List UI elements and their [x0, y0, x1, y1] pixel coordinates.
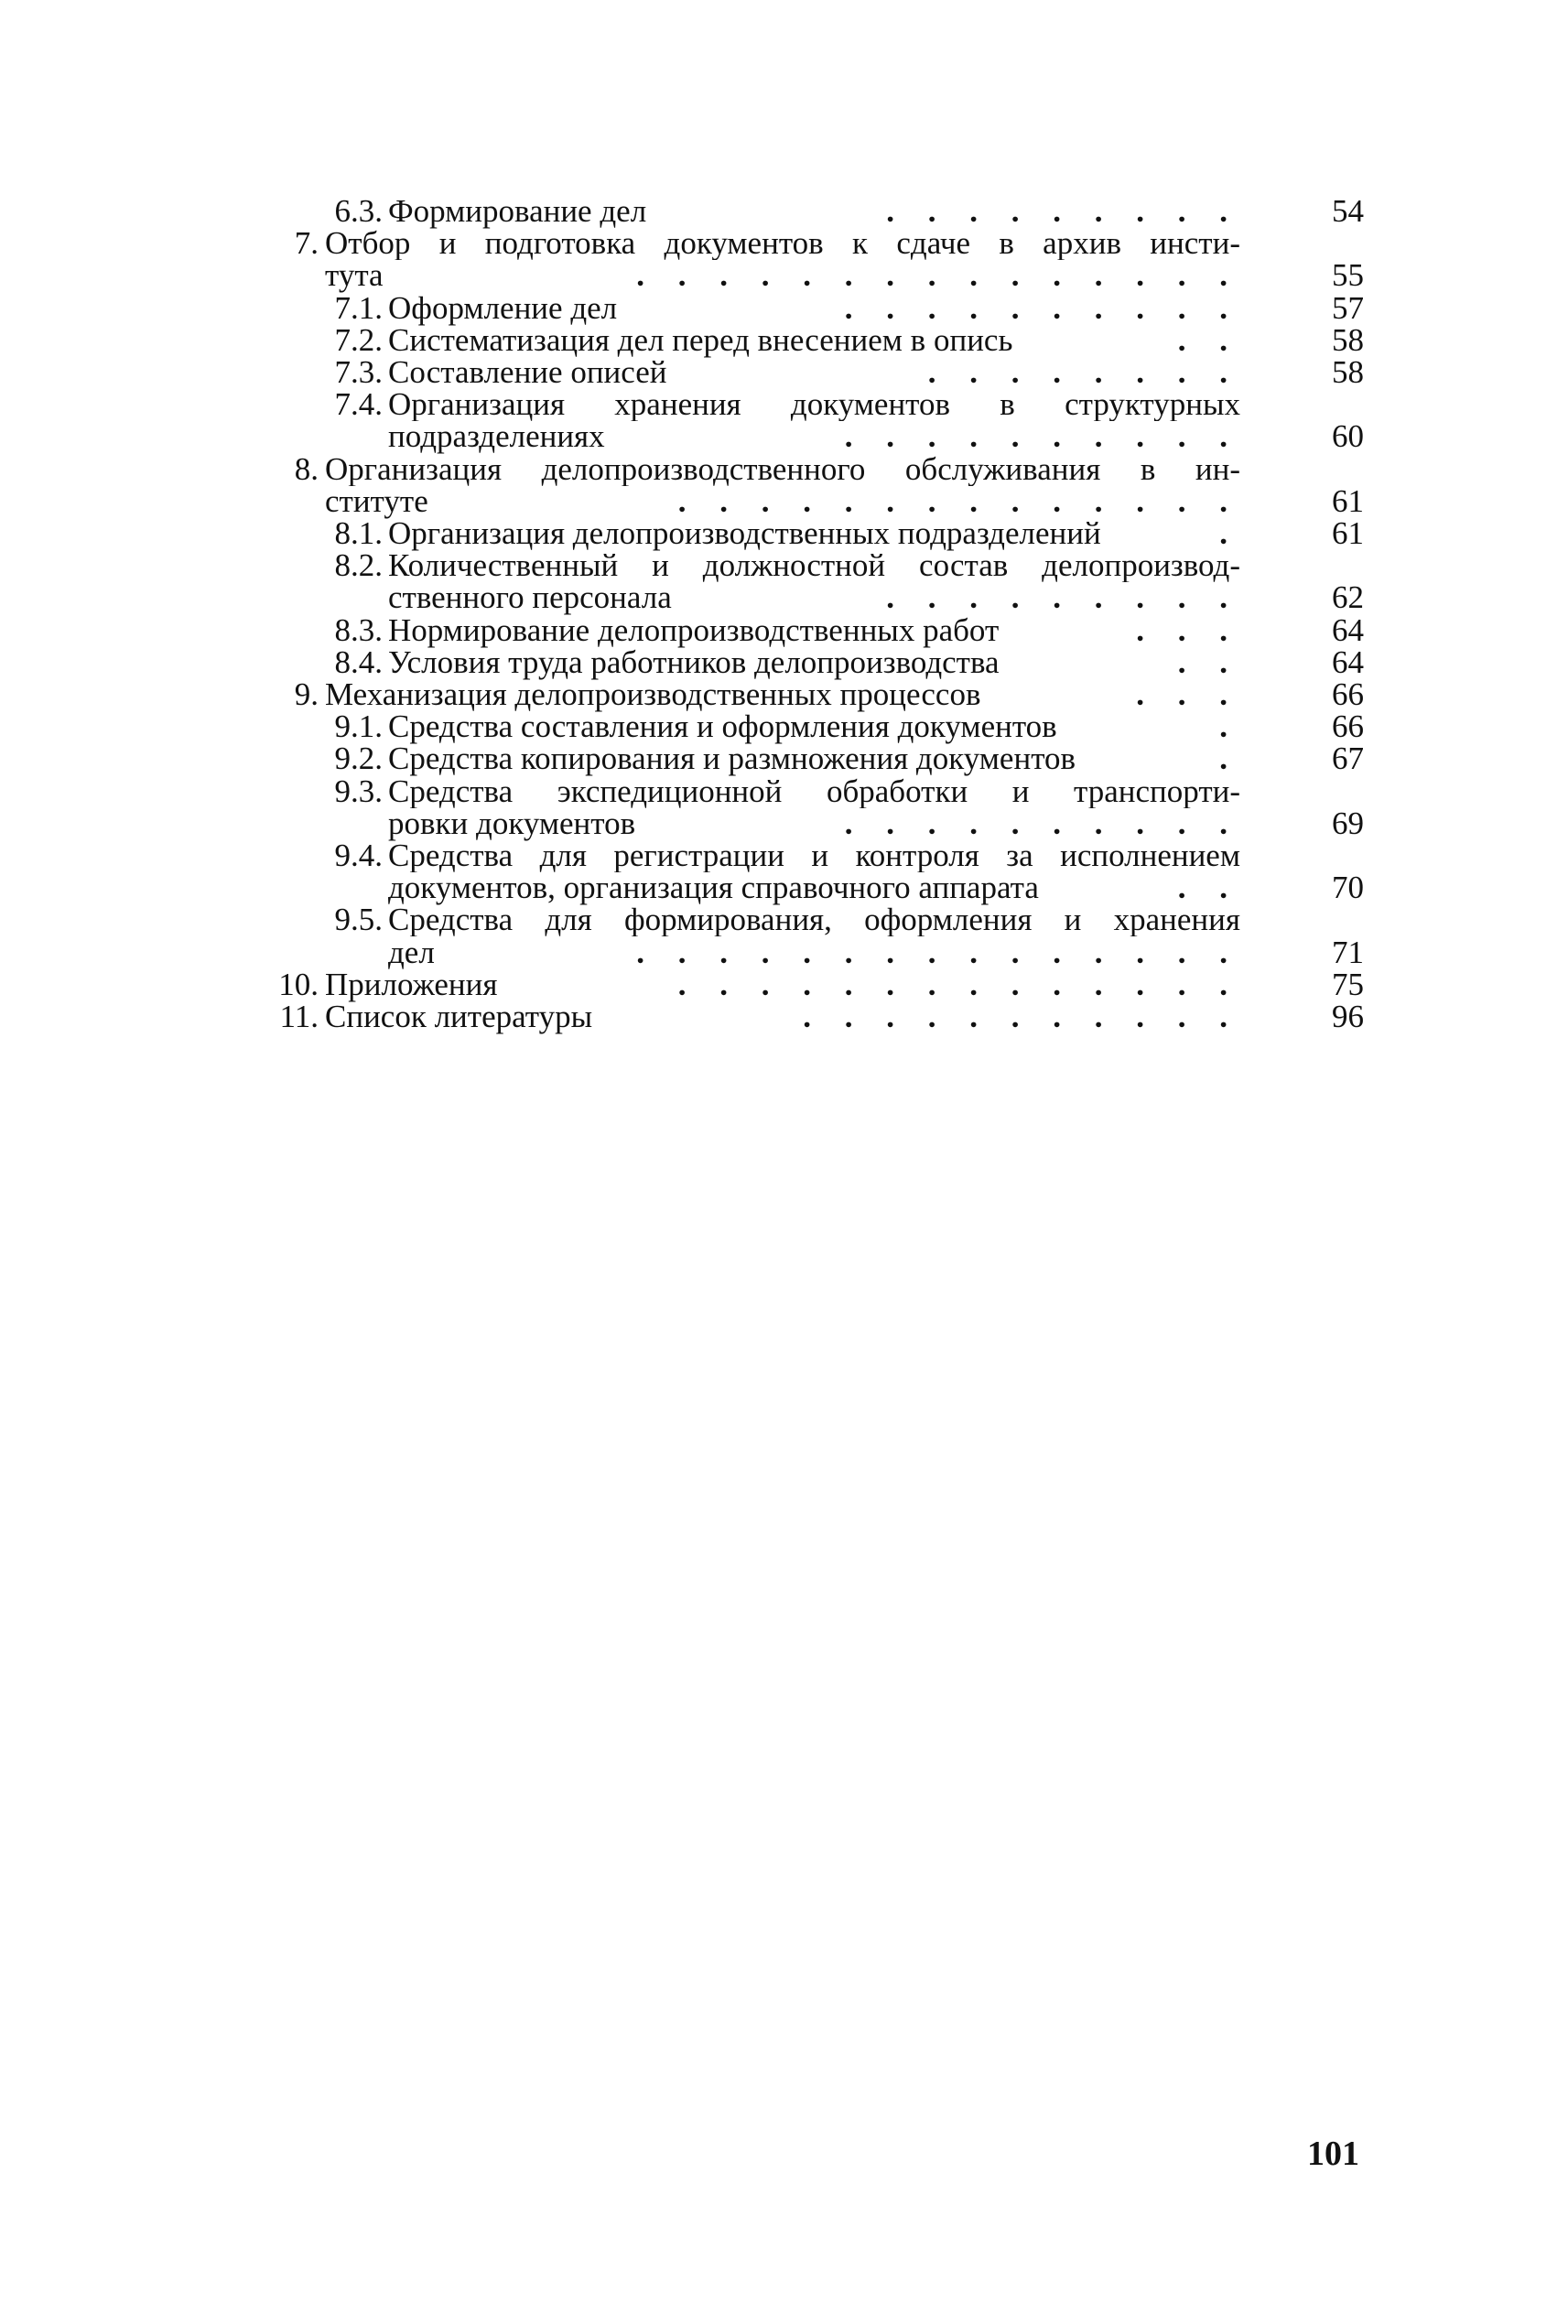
- toc-page-number: 58: [1332, 321, 1364, 358]
- toc-entry: [275, 420, 1364, 453]
- toc-entry: [275, 195, 1364, 228]
- toc-entry-title: дел: [388, 934, 435, 970]
- toc-leader-dots: . .: [1177, 643, 1240, 680]
- toc-entry-number: 9.1.: [334, 708, 383, 745]
- toc-page-number: 54: [1332, 193, 1364, 229]
- toc-page-number: 62: [1332, 579, 1364, 616]
- toc-entry-title: документов, организация справочного аппарата: [388, 870, 1039, 906]
- toc-entry-title: ственного персонала: [388, 579, 672, 616]
- toc-entry: [275, 482, 1364, 519]
- toc-leader-dots: . . . . . . . . . .: [844, 805, 1240, 841]
- toc-entry-number: 8.2.: [334, 547, 383, 584]
- toc-entry-number: 9.: [294, 676, 319, 712]
- toc-entry-number: 7.4.: [334, 386, 383, 423]
- toc-entry-title: Средства для формирования, оформления и хранения: [388, 903, 1240, 937]
- toc-page-number: 71: [1332, 934, 1364, 970]
- toc-entry: [275, 839, 1364, 872]
- toc-page-number: 61: [1332, 482, 1364, 519]
- toc-entry-number: 8.1.: [334, 515, 383, 551]
- toc-page-number: 55: [1332, 257, 1364, 294]
- toc-page-number: 64: [1332, 611, 1364, 648]
- toc-entry-number: 7.1.: [334, 289, 383, 326]
- toc-leader-dots: . . . . . . . . . . .: [803, 999, 1240, 1034]
- toc-entry: [275, 1000, 1364, 1033]
- toc-entry-title: Условия труда работников делопроизводства: [388, 643, 1000, 680]
- toc-entry: [275, 710, 1364, 743]
- toc-page-number: 69: [1332, 805, 1364, 841]
- toc-entry-number: 7.: [294, 225, 319, 262]
- toc-entry-title: Список литературы: [325, 999, 593, 1034]
- toc-entry: [275, 742, 1364, 775]
- toc-leader-dots: .: [1219, 740, 1240, 777]
- toc-entry: [275, 356, 1364, 389]
- toc-leader-dots: . . .: [1136, 611, 1240, 648]
- toc-entry-title: Оформление дел: [388, 289, 618, 326]
- toc-entry: [275, 517, 1364, 550]
- toc-entry-title: тута: [325, 257, 384, 294]
- toc-entry-title: Приложения: [325, 966, 498, 1002]
- toc-leader-dots: .: [1219, 708, 1240, 745]
- toc-page-number: 66: [1332, 708, 1364, 745]
- toc-entry: [275, 871, 1364, 904]
- toc-entry-title: Систематизация дел перед внесением в опись: [388, 321, 1013, 358]
- toc-page-number: 61: [1332, 515, 1364, 551]
- toc-entry-number: 6.3.: [334, 193, 383, 229]
- toc-entry-title: Организация делопроизводственных подразделений: [388, 515, 1101, 551]
- toc-entry-title: Средства копирования и размножения документов: [388, 740, 1076, 777]
- toc-leader-dots: . . . . . . . . . .: [844, 289, 1240, 326]
- toc-entry-title: ровки документов: [388, 805, 636, 841]
- toc-entry-number: 8.: [294, 450, 319, 487]
- page-number: 101: [1307, 2135, 1359, 2173]
- toc-entry-number: 11.: [279, 999, 319, 1034]
- toc-leader-dots: . . . . . . . . . . . . . .: [677, 966, 1240, 1002]
- toc-leader-dots: . . . . . . . . .: [886, 579, 1240, 616]
- toc-leader-dots: . . . . . . . . . . . . . . .: [636, 934, 1240, 970]
- toc-leader-dots: . . . . . . . . . . . . . . .: [636, 257, 1240, 294]
- toc-entry: [275, 903, 1364, 936]
- toc-entry: [275, 450, 1364, 487]
- toc-leader-dots: .: [1219, 515, 1240, 551]
- toc-entry: [275, 678, 1364, 711]
- toc-page-number: 70: [1332, 870, 1364, 906]
- toc-entry-title: подразделениях: [388, 418, 605, 455]
- toc-entry: [275, 643, 1364, 680]
- toc-leader-dots: . .: [1177, 321, 1240, 358]
- toc-entry-title: ституте: [325, 482, 428, 519]
- toc-entry-title: Организация делопроизводственного обслуживания в ин-: [325, 452, 1240, 486]
- toc-entry: [275, 549, 1364, 582]
- toc-entry: [275, 581, 1364, 614]
- toc-page-number: 67: [1332, 740, 1364, 777]
- toc-entry-title: Составление описей: [388, 354, 667, 390]
- toc-leader-dots: . . . . . . . . .: [886, 193, 1240, 229]
- toc-entry: [275, 227, 1364, 260]
- toc-entry-number: 9.4.: [334, 838, 383, 873]
- toc-entry-title: Нормирование делопроизводственных работ: [388, 611, 1000, 648]
- toc-entry-title: Средства для регистрации и контроля за исполнением: [388, 839, 1240, 872]
- toc-entry-title: Организация хранения документов в структурных: [388, 388, 1240, 422]
- toc-page-number: 66: [1332, 676, 1364, 712]
- toc-entry: [275, 388, 1364, 421]
- toc-entry-number: 9.2.: [334, 740, 383, 777]
- toc-page-number: 96: [1332, 999, 1364, 1034]
- toc-page-number: 60: [1332, 418, 1364, 455]
- toc-entry-number: 9.5.: [334, 902, 383, 938]
- toc-page-number: 58: [1332, 354, 1364, 390]
- toc-entry: [275, 611, 1364, 648]
- toc-entry-title: Механизация делопроизводственных процессов: [325, 676, 981, 712]
- toc-entry-title: Средства экспедиционной обработки и транспорти-: [388, 774, 1240, 808]
- toc-entry: [275, 807, 1364, 840]
- toc-entry-title: Количественный и должностной состав делопроизвод-: [388, 549, 1240, 583]
- toc-entry: [275, 936, 1364, 969]
- toc-leader-dots: . . . . . . . . . . . . . .: [677, 482, 1240, 519]
- toc-entry: [275, 321, 1364, 358]
- toc-entry-number: 9.3.: [334, 773, 383, 809]
- toc-entry: [275, 968, 1364, 1001]
- toc-leader-dots: . . . . . . . . . .: [844, 418, 1240, 455]
- toc-entry-number: 7.2.: [334, 321, 383, 358]
- toc-entry-number: 8.3.: [334, 611, 383, 648]
- toc-leader-dots: . .: [1177, 870, 1240, 906]
- toc-page-number: 57: [1332, 289, 1364, 326]
- toc-entry-number: 10.: [278, 966, 319, 1002]
- toc-leader-dots: . . . . . . . .: [927, 354, 1240, 390]
- toc-entry-number: 7.3.: [334, 354, 383, 390]
- toc-leader-dots: . . .: [1136, 676, 1240, 712]
- toc-page-number: 64: [1332, 643, 1364, 680]
- toc-entry: [275, 775, 1364, 808]
- toc-entry-title: Отбор и подготовка документов к сдаче в архив инсти-: [325, 227, 1240, 261]
- toc-entry-number: 8.4.: [334, 643, 383, 680]
- toc-entry: [275, 259, 1364, 292]
- toc-entry: [275, 289, 1364, 326]
- toc-entry-title: Средства составления и оформления документов: [388, 708, 1057, 745]
- toc-page-number: 75: [1332, 966, 1364, 1002]
- toc-entry-title: Формирование дел: [388, 193, 647, 229]
